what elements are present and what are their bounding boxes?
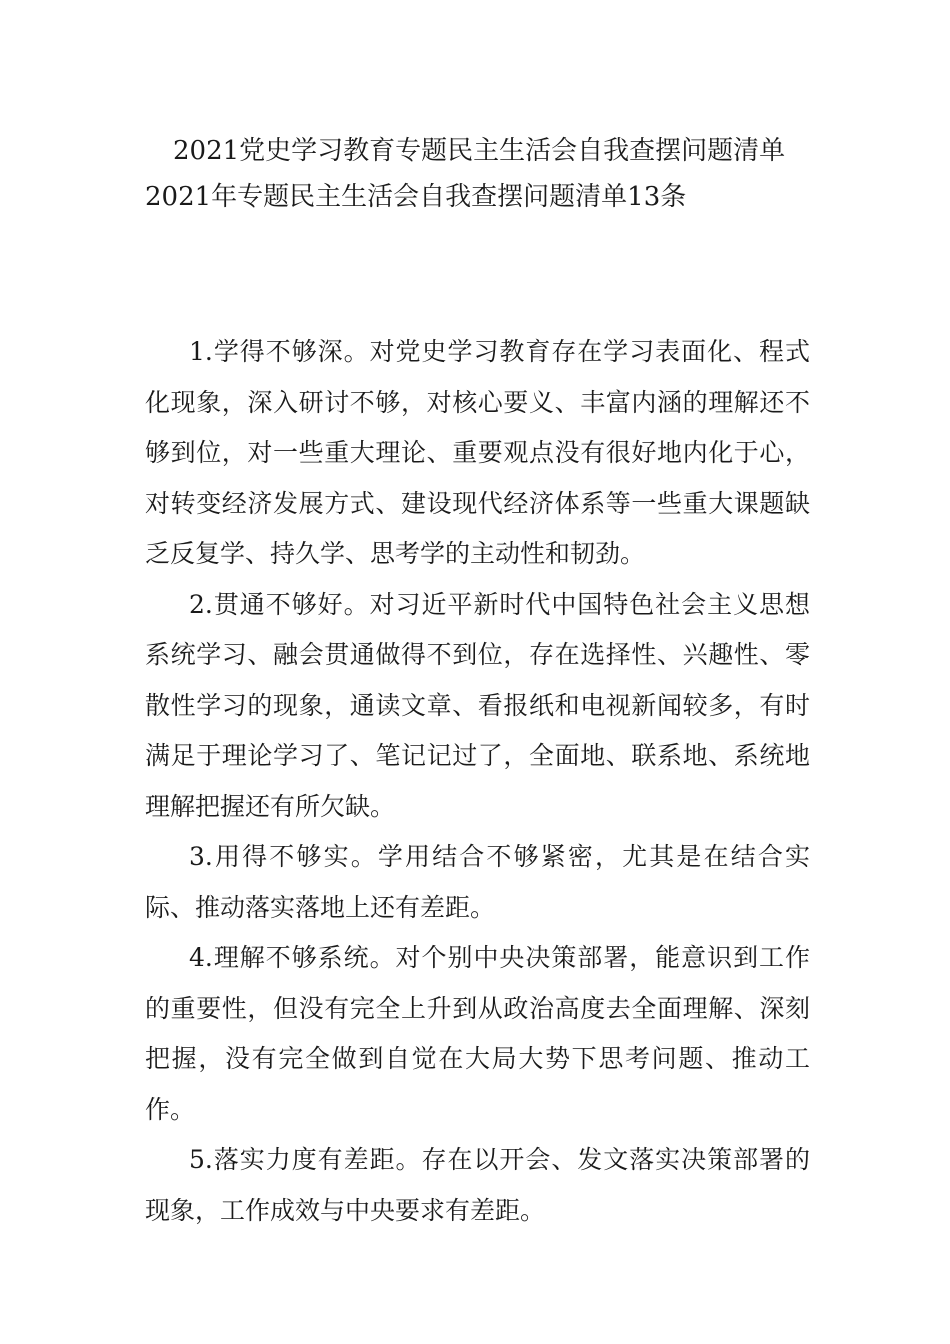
paragraph-3: 3.用得不够实。学用结合不够紧密，尤其是在结合实际、推动落实落地上还有差距。	[145, 842, 810, 922]
title-block	[145, 128, 825, 220]
paragraph-2: 2.贯通不够好。对习近平新时代中国特色社会主义思想系统学习、融会贯通做得不到位，存在选择性、兴趣性、零散性学习的现象，通读文章、看报纸和电视新闻较多，有时满足于理论学习了、笔记记过了，全面地、联系地、系统地理解把握还有所欠缺。	[145, 589, 810, 821]
document-title: 2021党史学习教育专题民主生活会自我查摆问题清单	[173, 136, 786, 166]
paragraph-4: 4.理解不够系统。对个别中央决策部署，能意识到工作的重要性，但没有完全上升到从政治高度去全面理解、深刻把握，没有完全做到自觉在大局大势下思考问题、推动工作。	[145, 943, 810, 1124]
document-subtitle: 2021年专题民主生活会自我查摆问题清单13条	[145, 182, 687, 212]
paragraph-1: 1.学得不够深。对党史学习教育存在学习表面化、程式化现象，深入研讨不够，对核心要义、丰富内涵的理解还不够到位，对一些重大理论、重要观点没有很好地内化于心，对转变经济发展方式、建设现代经济体系等一些重大课题缺乏反复学、持久学、思考学的主动性和韧劲。	[145, 337, 810, 568]
paragraph-5: 5.落实力度有差距。存在以开会、发文落实决策部署的现象，工作成效与中央要求有差距。	[145, 1145, 810, 1225]
document-body	[145, 327, 810, 1236]
